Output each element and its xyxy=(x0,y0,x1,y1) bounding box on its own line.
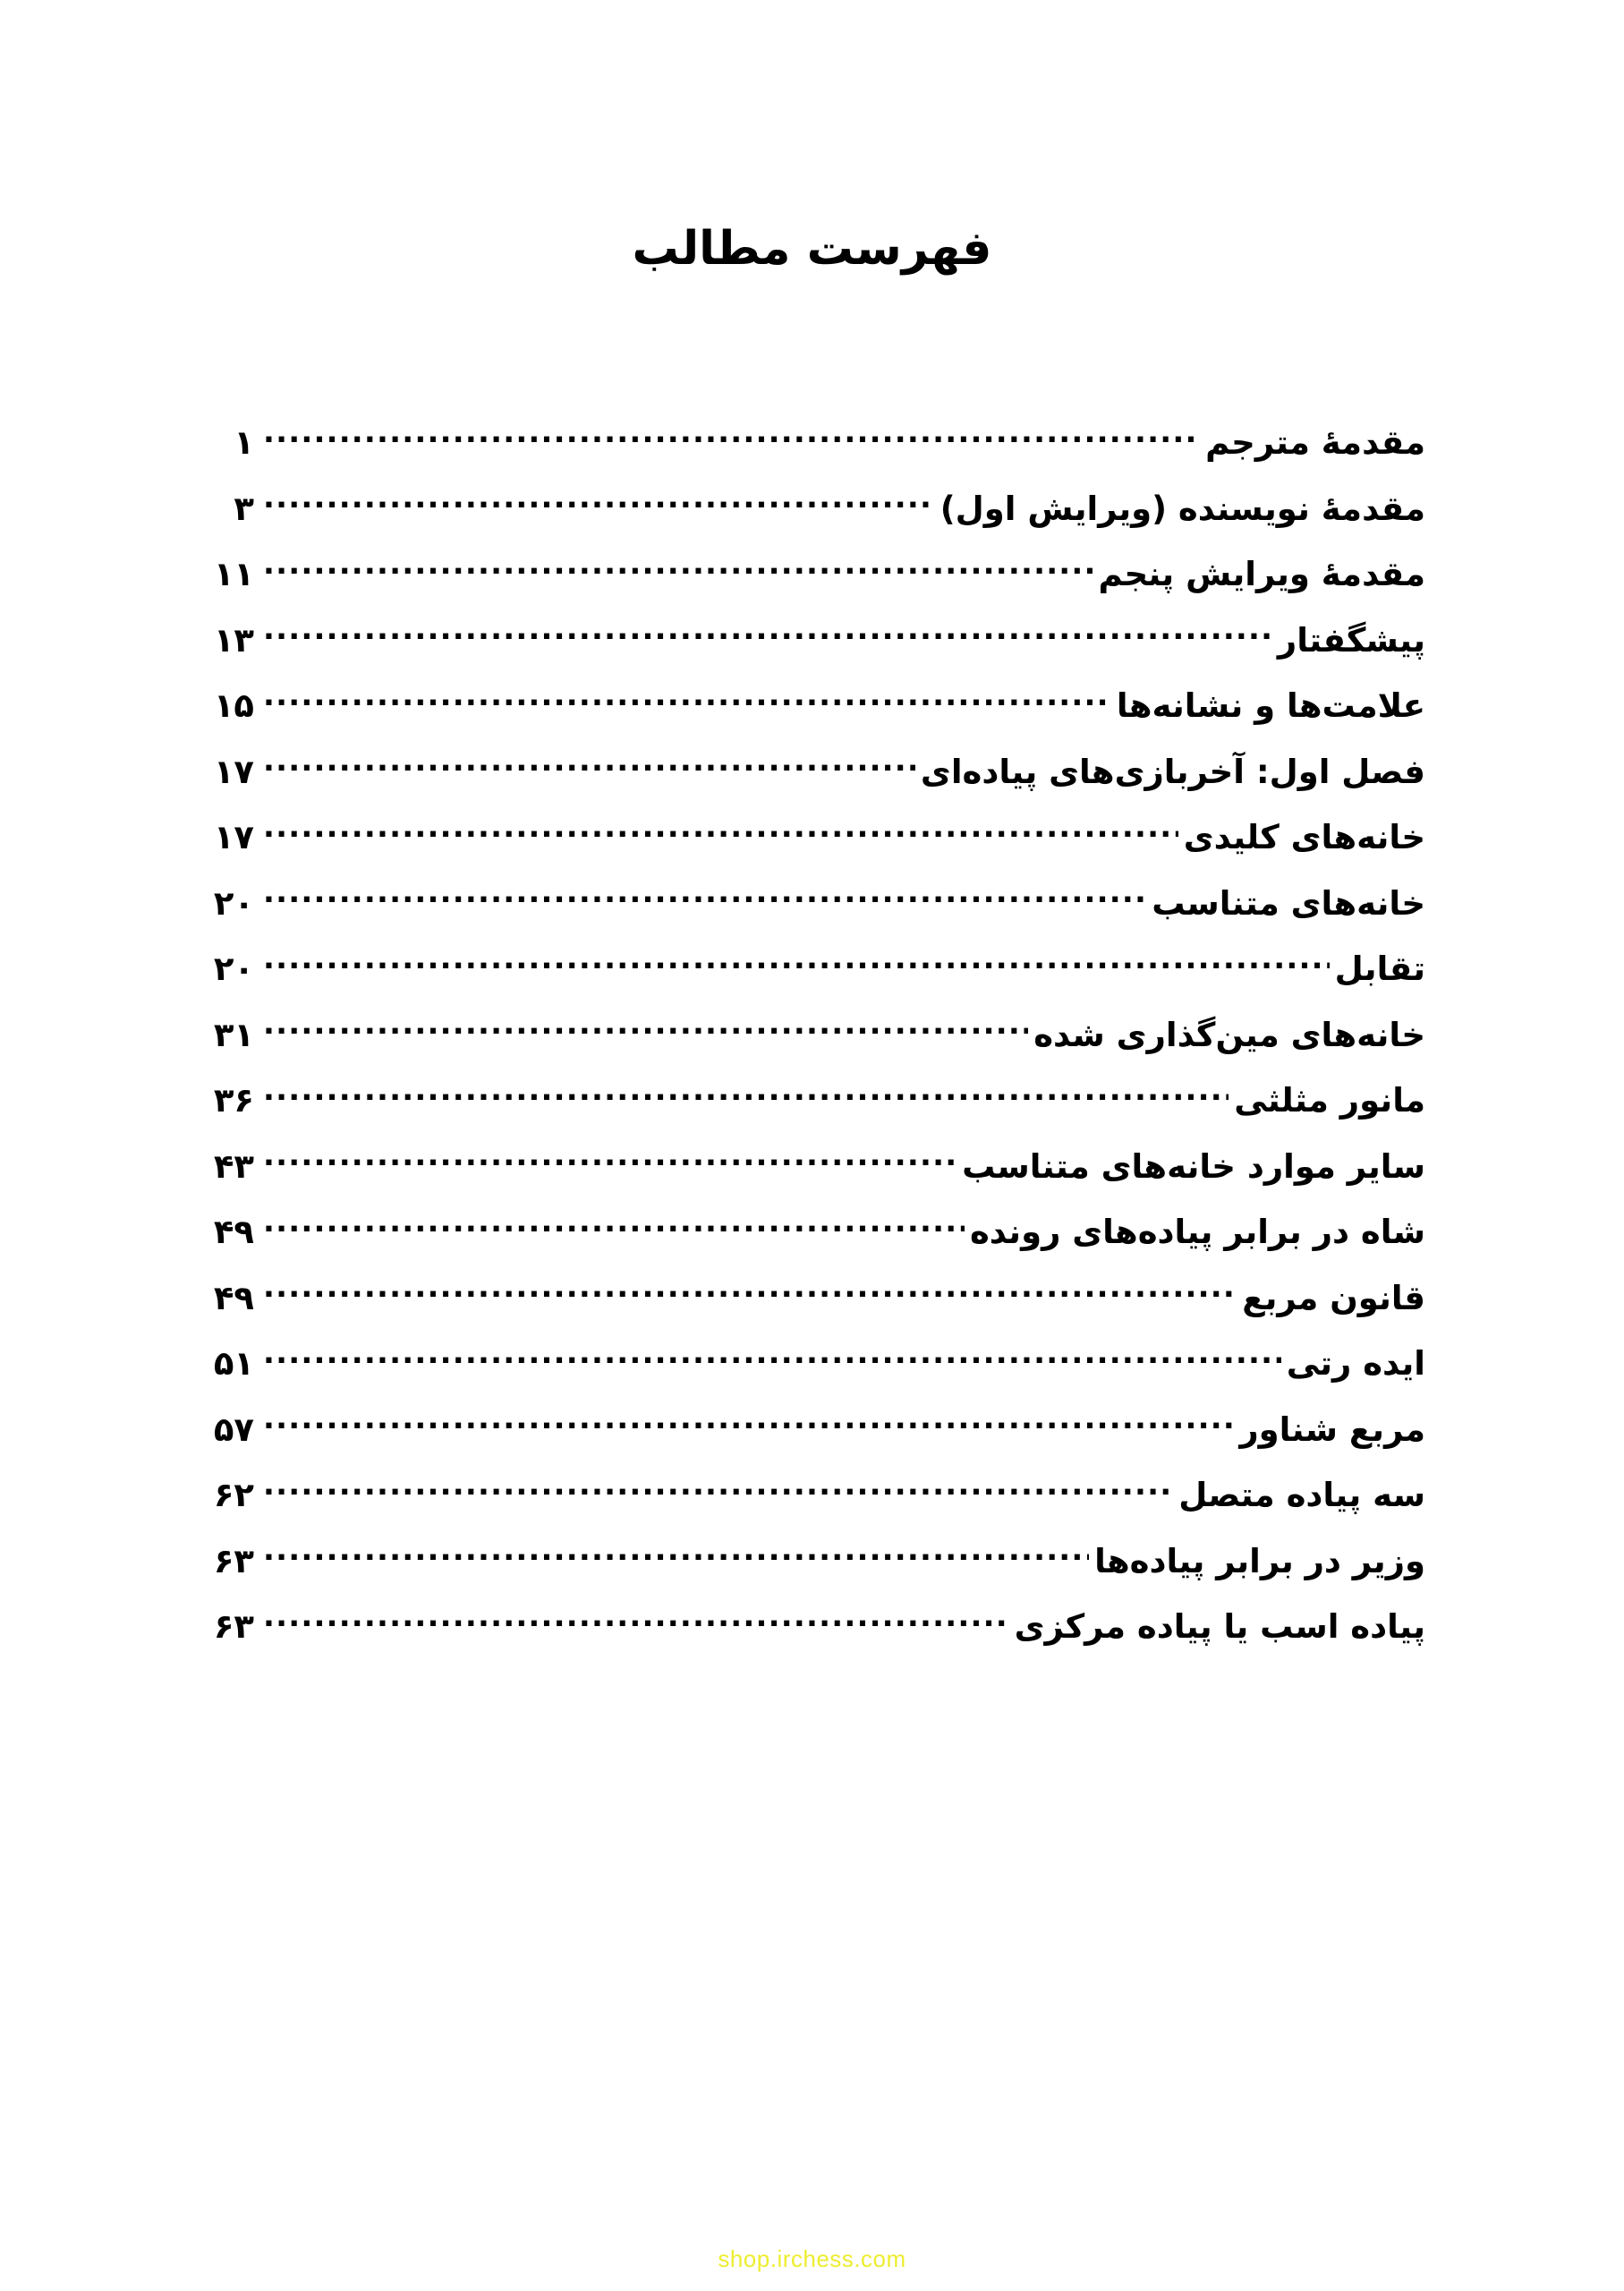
toc-leader-dots xyxy=(263,1078,1229,1111)
toc-leader-dots xyxy=(263,1473,1173,1506)
toc-entry[interactable] xyxy=(199,1341,1425,1408)
toc-entry-page: ۳ xyxy=(234,489,254,528)
toc-entry-page: ۴۹ xyxy=(213,1278,254,1317)
toc-entry-title: شاه در برابر پیاده‌های رونده xyxy=(969,1213,1425,1251)
toc-entry[interactable] xyxy=(199,552,1425,618)
toc-entry[interactable] xyxy=(199,815,1425,881)
toc-leader-dots xyxy=(263,1276,1237,1309)
toc-leader-dots xyxy=(263,815,1178,848)
toc-entry-title: تقابل xyxy=(1334,950,1425,988)
toc-entry-title: فصل اول: آخربازی‌های پیاده‌ای xyxy=(920,752,1425,791)
toc-leader-dots xyxy=(263,487,935,520)
toc-entry-title: پیاده اسب یا پیاده مرکزی xyxy=(1014,1607,1425,1646)
toc-entry-page: ۵۷ xyxy=(213,1410,254,1449)
toc-entry-title: مقدمۀ ویرایش پنجم xyxy=(1098,555,1425,593)
toc-entry[interactable] xyxy=(199,618,1425,685)
toc-entry[interactable] xyxy=(199,1210,1425,1276)
toc-entry-page: ۲۰ xyxy=(213,883,254,923)
toc-entry-title: علامت‌ها و نشانه‌ها xyxy=(1116,686,1425,725)
toc-entry[interactable] xyxy=(199,881,1425,948)
toc-entry-chapter[interactable] xyxy=(199,750,1425,816)
toc-leader-dots xyxy=(263,881,1146,915)
toc-entry-page: ۱۷ xyxy=(213,818,254,856)
toc-entry-title: مقدمۀ مترجم xyxy=(1205,423,1425,462)
toc-leader-dots xyxy=(263,684,1111,717)
toc-entry-page: ۱۳ xyxy=(213,620,254,660)
toc-entry-page: ۱۱ xyxy=(213,555,254,593)
toc-entry-title: قانون مربع xyxy=(1242,1278,1425,1317)
footer-watermark: shop.irchess.com xyxy=(718,2245,906,2272)
toc-entry-title: خانه‌های مین‌گذاری شده xyxy=(1033,1015,1425,1054)
toc-entry-page: ۱ xyxy=(234,423,254,462)
toc-entry-title: سایر موارد خانه‌های متناسب xyxy=(962,1146,1425,1186)
toc-leader-dots xyxy=(263,1408,1234,1441)
toc-entry[interactable] xyxy=(199,1013,1425,1079)
toc-entry-page: ۵۱ xyxy=(213,1344,254,1383)
toc-entry-page: ۳۱ xyxy=(213,1015,254,1054)
toc-entry-title: وزیر در برابر پیاده‌ها xyxy=(1094,1541,1425,1580)
toc-entry-title: سه پیاده متصل xyxy=(1178,1476,1425,1514)
toc-entry-page: ۲۰ xyxy=(213,950,254,988)
toc-entry[interactable] xyxy=(199,1145,1425,1211)
toc-entry[interactable] xyxy=(199,947,1425,1013)
toc-entry-page: ۴۳ xyxy=(213,1146,254,1186)
toc-entry[interactable] xyxy=(199,1078,1425,1145)
toc-entry[interactable] xyxy=(199,1605,1425,1671)
toc-entry[interactable] xyxy=(199,421,1425,487)
toc-leader-dots xyxy=(263,552,1093,585)
table-of-contents xyxy=(199,421,1425,1671)
toc-leader-dots xyxy=(263,1605,1009,1638)
toc-entry-page: ۴۹ xyxy=(213,1213,254,1251)
toc-entry-page: ۱۷ xyxy=(213,752,254,791)
toc-leader-dots xyxy=(263,1210,965,1243)
toc-entry[interactable] xyxy=(199,487,1425,553)
toc-leader-dots xyxy=(263,1145,957,1178)
toc-leader-dots xyxy=(263,750,915,783)
toc-entry[interactable] xyxy=(199,1539,1425,1605)
toc-entry-page: ۳۶ xyxy=(213,1081,254,1120)
toc-entry-page: ۶۳ xyxy=(213,1607,254,1646)
toc-entry-title: خانه‌های متناسب xyxy=(1152,883,1425,923)
toc-leader-dots xyxy=(263,421,1200,454)
toc-entry-title: پیشگفتار xyxy=(1277,620,1425,660)
toc-entry-page: ۱۵ xyxy=(213,686,254,725)
toc-entry-page: ۶۳ xyxy=(213,1541,254,1580)
toc-entry[interactable] xyxy=(199,1408,1425,1474)
page-title: فهرست مطالب xyxy=(632,222,992,276)
toc-entry-title: مقدمۀ نویسنده (ویرایش اول) xyxy=(940,489,1425,528)
toc-leader-dots xyxy=(263,1539,1089,1572)
toc-entry-page: ۶۲ xyxy=(213,1476,254,1514)
toc-leader-dots xyxy=(263,947,1330,980)
toc-entry[interactable] xyxy=(199,684,1425,750)
toc-leader-dots xyxy=(263,618,1272,652)
toc-entry[interactable] xyxy=(199,1473,1425,1539)
toc-entry-title: خانه‌های کلیدی xyxy=(1183,818,1425,856)
toc-entry[interactable] xyxy=(199,1276,1425,1342)
toc-entry-title: مربع شناور xyxy=(1239,1410,1425,1449)
toc-entry-title: ایده رتی xyxy=(1286,1344,1425,1383)
toc-leader-dots xyxy=(263,1341,1281,1375)
toc-leader-dots xyxy=(263,1013,1028,1046)
toc-entry-title: مانور مثلثی xyxy=(1234,1081,1425,1120)
